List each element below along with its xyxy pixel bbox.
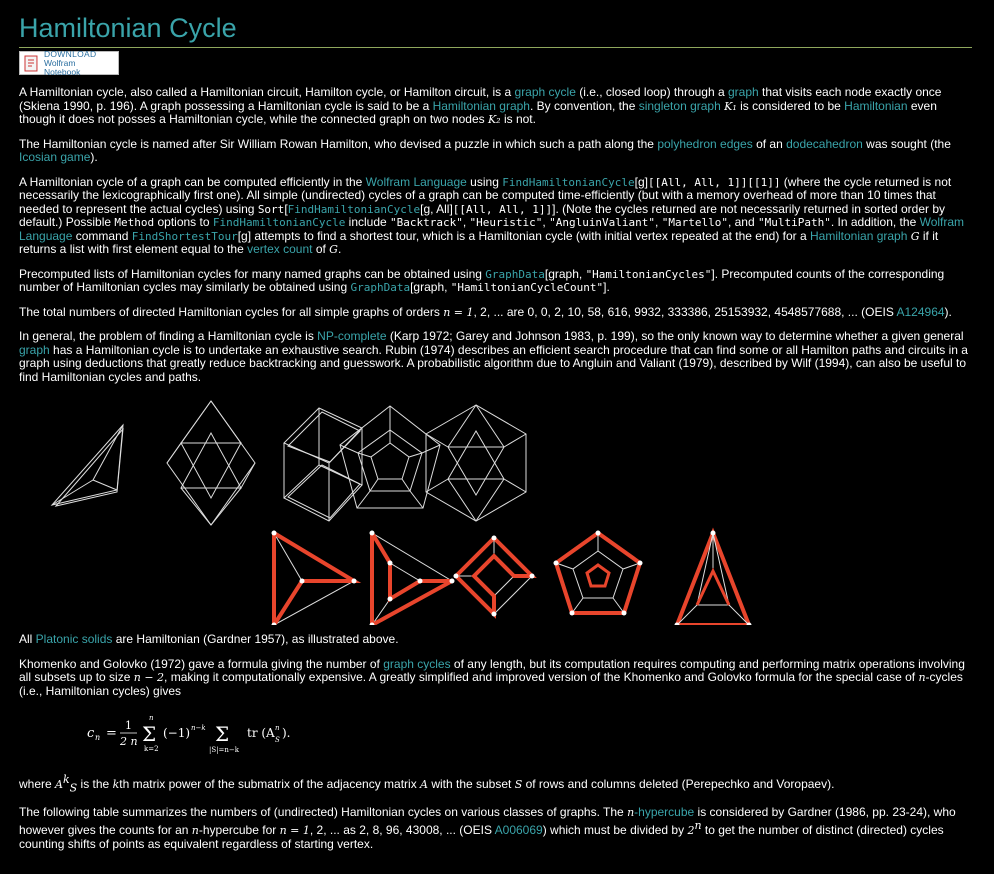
formula-lhs: c [87, 726, 95, 741]
link-findshortesttour[interactable]: FindShortestTour [131, 229, 238, 243]
link-hamiltonian[interactable]: Hamiltonian [844, 98, 908, 113]
download-label: DOWNLOAD [43, 48, 97, 59]
math-a-sub: S [69, 781, 78, 795]
text: using [466, 174, 503, 189]
text: Precomputed lists of Hamiltonian cycles for many named graphs can be obtained using [19, 266, 486, 281]
link-oeis-a006069[interactable]: A006069 [494, 823, 543, 838]
link-hypercube[interactable]: -hypercube [634, 804, 695, 819]
sum1-bot: k=2 [144, 745, 159, 753]
octahedral-graph-cycle [370, 531, 455, 626]
text: , [655, 215, 662, 229]
text: [g, All] [420, 201, 453, 216]
text: that visits each node exactly once (Skiena 1990, p. 196). A graph possessing a Hamiltonian cycle is said to be a [19, 85, 942, 113]
text: ]. Precomputed counts of the corresponding number of Hamiltonian cycles may similarly be obtained using [19, 266, 945, 294]
sum1-top: n [149, 714, 154, 722]
code: Sort [257, 202, 285, 216]
link-dodecahedron[interactable]: dodecahedron [786, 136, 863, 151]
text: (where the cycle returned is not necessarily the lexicographically first one). All simple (undirected) cycles of a graph can be computed time-efficiently (but with a memory overhead of more than 10 times that needed to represent the actual cycles) using [19, 174, 952, 216]
text: -cycles (i.e., Hamiltonian cycles) gives [19, 670, 963, 698]
text: A Hamiltonian cycle of a graph can be computed efficiently in the [19, 174, 366, 189]
formula-tr: tr (A [247, 726, 275, 740]
text: ). [944, 304, 952, 319]
link-hamiltonian-graph[interactable]: Hamiltonian graph [810, 228, 908, 243]
paragraph-where [19, 773, 972, 795]
formula-tr-end: ). [282, 726, 291, 740]
formula-tr-exp: n [275, 724, 280, 732]
code: "HamiltonianCycleCount" [450, 281, 604, 294]
text: Khomenko and Golovko (1972) gave a formula giving the number of [19, 656, 384, 671]
link-icosian-game[interactable]: Icosian game [19, 150, 91, 164]
text: include [345, 215, 391, 229]
download-sublabel: Wolfram Notebook [43, 57, 81, 77]
math-k1: K₁ [724, 99, 737, 113]
text: . By convention, the [529, 98, 639, 113]
text: ]. [603, 280, 610, 294]
link-platonic-solids[interactable]: Platonic solids [35, 632, 113, 646]
text: th matrix power of the submatrix of the adjacency matrix [119, 777, 421, 791]
formula-num: 1 [125, 719, 132, 732]
text: is not. [500, 112, 536, 126]
octahedron-wireframe [167, 401, 255, 525]
text: [g] attempts to find a shortest tour, which is a Hamiltonian cycle (with initial vertex repeated at the end) for a [237, 228, 810, 243]
text: , 2, ... as 2, 8, 96, 43008, ... (OEIS [309, 823, 495, 838]
text: ]. (Note the cycles returned are not necessarily returned in sorted order by default.) Possible [19, 201, 945, 229]
code: [[All, All, 1]] [452, 202, 553, 216]
text: to get the number of distinct (directed) cycles counting shifts of points as equivalent regardless of starting vertex. [19, 823, 944, 851]
cubical-graph-cycle [454, 536, 535, 617]
text: The Hamiltonian cycle is named after Sir William Rowan Hamilton, who devised a puzzle in which such a path along the [19, 136, 658, 151]
code: [[All, All, 1]][[1]] [648, 175, 781, 189]
sum2-bot: |S|=n−k [209, 746, 239, 754]
math-g: G [910, 229, 920, 243]
tetrahedral-graph-cycle [272, 531, 357, 626]
page-title: Hamiltonian Cycle [19, 13, 237, 43]
text: was sought (the [862, 136, 951, 151]
formula-term-exp: n−k [191, 724, 206, 732]
link-graphdata[interactable]: GraphData [350, 281, 411, 294]
text: of [312, 242, 330, 256]
text: even though it does not posses a Hamiltonian cycle, while the connected graph on two nodes [19, 98, 937, 126]
paragraph-np-complete [19, 330, 972, 384]
text: [ [284, 201, 288, 216]
math-a: A [420, 778, 428, 791]
text: is considered by Gardner (1986, pp. 23-24), who however gives the counts for an [19, 804, 956, 838]
text: In general, the problem of finding a Hamiltonian cycle is [19, 329, 318, 343]
text: is considered to be [736, 98, 845, 113]
link-wolfram-language[interactable]: Wolfram Language [365, 174, 467, 189]
link-np-complete[interactable]: NP-complete [317, 329, 387, 343]
tetrahedron-wireframe [52, 425, 123, 506]
text: , [462, 215, 470, 229]
link-findhamiltoniancycle[interactable]: FindHamiltonianCycle [502, 175, 635, 189]
math-a: A [55, 778, 63, 791]
text: where [19, 777, 56, 791]
svg-text:Σ: Σ [142, 722, 157, 746]
link-findhamiltoniancycle[interactable]: FindHamiltonianCycle [287, 202, 421, 216]
formula-den: 2 n [120, 735, 138, 748]
svg-text:Σ: Σ [215, 722, 230, 746]
text: , and [727, 215, 758, 229]
code: "MultiPath" [757, 216, 831, 229]
math-k2: K₂ [487, 113, 501, 126]
math-n-equals-1: n = 1 [443, 305, 474, 319]
text: with the subset [427, 777, 515, 791]
platonic-solids-figure [19, 395, 972, 625]
code: "Heuristic" [469, 216, 543, 229]
formula-eq: = [106, 726, 117, 741]
link-graph[interactable]: graph [19, 342, 50, 357]
text: [graph, [410, 280, 451, 294]
math-a-sup: k [62, 773, 70, 786]
paragraph-table-intro [19, 806, 972, 852]
text: (i.e., closed loop) through a [575, 85, 728, 99]
link-graph-cycle[interactable]: graph cycle [514, 85, 576, 99]
link-polyhedron-edges[interactable]: polyhedron edges [657, 136, 753, 151]
text: The following table summarizes the numbers of (undirected) Hamiltonian cycles on various classes of graphs. The [19, 804, 628, 819]
link-singleton-graph[interactable]: singleton graph [638, 98, 721, 113]
text: A Hamiltonian cycle, also called a Hamiltonian circuit, Hamilton cycle, or Hamilton circuit, is a [19, 85, 515, 99]
notebook-icon [24, 55, 39, 72]
text: , making it computationally expensive. A greatly simplified and improved version of the Khomenko and Golovko formula for the special case of [164, 670, 919, 684]
paragraph-khomenko [19, 658, 972, 699]
text: are Hamiltonian (Gardner 1957), as illustrated above. [112, 632, 399, 646]
paragraph-counts [19, 306, 972, 320]
code: "AngluinValiant" [549, 216, 656, 229]
link-hamiltonian-graph[interactable]: Hamiltonian graph [432, 98, 530, 113]
text: , [542, 215, 550, 229]
text: of an [752, 136, 787, 151]
paragraph-platonic [19, 633, 972, 647]
formula-image [87, 709, 327, 759]
formula-tr-sub: S [275, 736, 280, 744]
code: Method [114, 216, 155, 229]
code: "Martello" [661, 216, 728, 229]
math-two-sup: n [694, 819, 702, 833]
math-k: k [112, 778, 120, 791]
math-n-minus-2: n − 2 [133, 671, 165, 684]
code: "Backtrack" [390, 216, 463, 229]
platonic-solids-illustration [19, 395, 972, 625]
formula-term: (−1) [163, 726, 191, 740]
math-s: S [514, 778, 523, 791]
text: . [337, 242, 342, 256]
text: [graph, [544, 266, 586, 281]
text: command [72, 228, 132, 243]
text: of any length, but its computation requires computing and performing matrix operations involving all subsets up to size [19, 656, 965, 684]
cube-wireframe [284, 408, 362, 521]
formula-lhs-sub: n [95, 733, 101, 742]
text: ). [90, 150, 98, 164]
icosahedral-graph-cycle [675, 531, 752, 626]
text: , 2, ... are 0, 0, 2, 10, 58, 616, 9932, 333386, 25153932, 4548577688, ... (OEIS [473, 304, 897, 319]
text: (Karp 1972; Garey and Johnson 1983, p. 199), so the only known way to determine whether a given general [386, 329, 964, 343]
paragraph-wolfram-language [19, 176, 972, 257]
text: of rows and columns deleted (Perepechko and Voropaev). [522, 777, 835, 791]
text: has a Hamiltonian cycle is to undertake an exhaustive search. Rubin (1974) describes an efficient search procedure that can find some or all Hamilton paths and circuits in a graph using deductions that greatly reduce backtracking and guesswork. A probabilistic algorithm due to Angluin and Valiant (1979), described by Wilf (1994), can also be useful to find Hamiltonian cycles and paths. [19, 342, 968, 384]
link-graph[interactable]: graph [727, 85, 759, 99]
math-n: n [918, 671, 926, 684]
text: if it returns a list with first element equal to the [19, 228, 939, 256]
link-vertex-count[interactable]: vertex count [247, 242, 313, 256]
text: options to [154, 215, 213, 229]
paragraph-definition [19, 86, 972, 127]
text: [g] [634, 174, 648, 189]
math-two: 2 [687, 824, 695, 838]
hamiltonian-count-formula [19, 709, 972, 759]
link-findhamiltoniancycle[interactable]: FindHamiltonianCycle [212, 216, 346, 229]
link-graphdata[interactable]: GraphData [485, 267, 545, 281]
text: ) which must be divided by [542, 823, 688, 838]
code: "HamiltonianCycles" [585, 267, 712, 281]
text: All [19, 632, 36, 646]
icosahedron-wireframe [426, 405, 526, 521]
math-g: G [329, 243, 338, 256]
paragraph-history [19, 138, 972, 165]
text: -hypercube for [198, 823, 280, 838]
text: is the [77, 777, 113, 791]
paragraph-graphdata [19, 268, 972, 295]
dodecahedral-graph-cycle [554, 531, 643, 616]
text: The total numbers of directed Hamiltonian cycles for all simple graphs of orders [19, 304, 444, 319]
link-graph-cycles[interactable]: graph cycles [383, 656, 451, 671]
math-n-equals-1: n = 1 [279, 824, 310, 838]
math-n: n [191, 824, 199, 838]
text: . In addition, the [830, 215, 920, 229]
link-oeis-a124964[interactable]: A124964 [896, 304, 945, 319]
link-wolfram-language[interactable]: Wolfram Language [19, 215, 965, 243]
title-rule [19, 47, 972, 48]
math-n: n [627, 805, 635, 819]
download-notebook-button[interactable] [19, 48, 119, 77]
